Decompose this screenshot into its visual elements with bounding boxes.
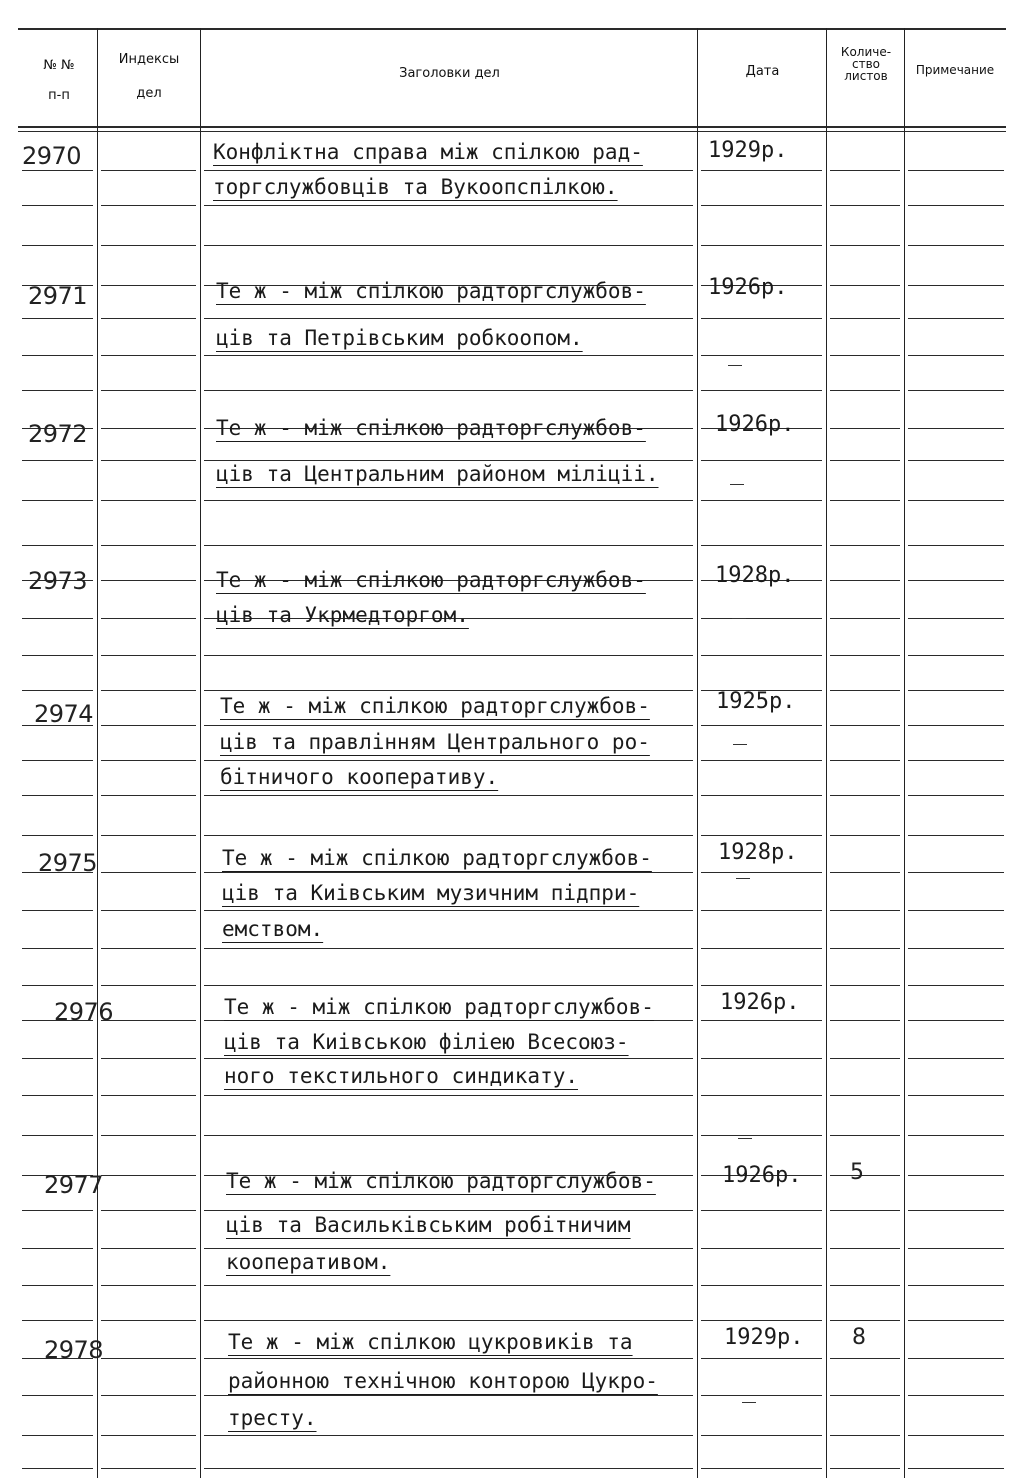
row-rule-segment — [204, 1095, 693, 1096]
row-rule-segment — [701, 1135, 822, 1136]
row-date: 1928р. — [715, 563, 795, 588]
row-rule-segment — [701, 318, 822, 319]
ditto-dash — [732, 618, 746, 619]
ditto-dash — [736, 878, 750, 879]
row-rule-segment — [830, 1095, 900, 1096]
row-rule-segment — [101, 725, 196, 726]
row-rule-segment — [204, 725, 693, 726]
row-rule-segment — [101, 1175, 196, 1176]
row-rule-segment — [22, 948, 93, 949]
row-rule-segment — [101, 390, 196, 391]
header-count-line: ство — [851, 57, 880, 71]
row-rule-segment — [204, 318, 693, 319]
row-rule-segment — [204, 760, 693, 761]
row-rule-segment — [701, 390, 822, 391]
row-date: 1926р. — [722, 1163, 802, 1188]
row-rule-segment — [830, 1395, 900, 1396]
row-rule-segment — [101, 985, 196, 986]
row-rule-segment — [204, 1468, 693, 1469]
row-rule-segment — [830, 1358, 900, 1359]
row-rule-segment — [701, 500, 822, 501]
row-rule-segment — [101, 910, 196, 911]
row-date: 1928р. — [718, 840, 798, 865]
row-rule-segment — [908, 500, 1004, 501]
row-title-line: кооперативом. — [226, 1250, 391, 1274]
row-rule-segment — [204, 545, 693, 546]
row-rule-segment — [204, 910, 693, 911]
header-num-line: п-п — [48, 88, 70, 103]
row-title-line: районною технiчною конторою Цукро- — [228, 1369, 658, 1393]
row-rule-segment — [908, 690, 1004, 691]
row-title-line: цiв та Центральним районом мiлiцii. — [216, 462, 659, 486]
row-date: 1925р. — [716, 689, 796, 714]
row-rule-segment — [908, 760, 1004, 761]
row-rule-segment — [908, 1468, 1004, 1469]
row-rule-segment — [830, 355, 900, 356]
row-rule-segment — [101, 690, 196, 691]
row-title-line: Те ж - мiж спiлкою радторгслужбов- — [216, 416, 646, 440]
row-title-line: Те ж - мiж спiлкою радторгслужбов- — [226, 1169, 656, 1193]
header-count-line: Количе- — [840, 45, 892, 59]
header-count — [828, 46, 904, 82]
row-rule-segment — [101, 1435, 196, 1436]
row-rule-segment — [204, 245, 693, 246]
row-rule-segment — [22, 795, 93, 796]
row-rule-segment — [701, 1020, 822, 1021]
row-rule-segment — [204, 835, 693, 836]
row-rule-segment — [830, 245, 900, 246]
row-rule-segment — [908, 948, 1004, 949]
row-rule-segment — [204, 1395, 693, 1396]
row-rule-segment — [830, 872, 900, 873]
row-rule-segment — [101, 1248, 196, 1249]
top-rule — [18, 28, 1006, 30]
row-rule-segment — [908, 1395, 1004, 1396]
row-rule-segment — [701, 1285, 822, 1286]
row-rule-segment — [101, 1210, 196, 1211]
row-rule-segment — [204, 1285, 693, 1286]
row-rule-segment — [22, 985, 93, 986]
row-rule-segment — [830, 1285, 900, 1286]
column-divider — [904, 28, 905, 1478]
row-rule-segment — [101, 205, 196, 206]
row-rule-segment — [101, 760, 196, 761]
row-rule-segment — [22, 1395, 93, 1396]
row-rule-segment — [830, 1135, 900, 1136]
row-rule-segment — [101, 795, 196, 796]
row-rule-segment — [908, 1058, 1004, 1059]
row-rule-segment — [830, 1468, 900, 1469]
ditto-dash — [728, 365, 742, 366]
row-rule-segment — [204, 170, 693, 171]
row-rule-segment — [908, 205, 1004, 206]
row-rule-segment — [830, 760, 900, 761]
row-rule-segment — [908, 1435, 1004, 1436]
header-index — [99, 52, 199, 102]
header-bottom-rule — [18, 126, 1006, 128]
row-rule-segment — [701, 245, 822, 246]
row-date: 1926р. — [715, 412, 795, 437]
row-rule-segment — [204, 1320, 693, 1321]
column-divider — [697, 28, 698, 1478]
row-rule-segment — [908, 318, 1004, 319]
row-title-line: Те ж - мiж спiлкою радторгслужбов- — [216, 279, 646, 303]
row-rule-segment — [204, 1210, 693, 1211]
row-rule-segment — [204, 1435, 693, 1436]
row-rule-segment — [22, 910, 93, 911]
header-index-line: дел — [136, 86, 162, 101]
row-rule-segment — [101, 580, 196, 581]
header-note: Примечание — [915, 63, 995, 77]
row-rule-segment — [701, 1468, 822, 1469]
row-rule-segment — [701, 910, 822, 911]
row-rule-segment — [908, 390, 1004, 391]
row-rule-segment — [701, 545, 822, 546]
row-rule-segment — [101, 618, 196, 619]
row-rule-segment — [22, 1468, 93, 1469]
row-rule-segment — [830, 170, 900, 171]
row-date: 1926р. — [720, 990, 800, 1015]
row-date: 1929р. — [724, 1325, 804, 1350]
row-rule-segment — [22, 205, 93, 206]
row-rule-segment — [101, 1320, 196, 1321]
row-rule-segment — [204, 655, 693, 656]
row-rule-segment — [204, 205, 693, 206]
row-number: 2977 — [44, 1171, 104, 1199]
row-title-line: Конфлiктна справа мiж спiлкою рад- — [213, 140, 643, 164]
row-rule-segment — [830, 1020, 900, 1021]
row-rule-segment — [101, 1095, 196, 1096]
row-rule-segment — [908, 1175, 1004, 1176]
row-rule-segment — [830, 655, 900, 656]
row-rule-segment — [830, 1435, 900, 1436]
row-rule-segment — [701, 618, 822, 619]
row-rule-segment — [701, 795, 822, 796]
row-rule-segment — [204, 1358, 693, 1359]
row-title-line: емством. — [222, 917, 324, 941]
row-rule-segment — [101, 500, 196, 501]
header-bottom-rule-2 — [18, 131, 1006, 132]
row-rule-segment — [22, 355, 93, 356]
row-rule-segment — [101, 872, 196, 873]
row-rule-segment — [22, 500, 93, 501]
row-title-line: цiв та правлiнням Центрального ро- — [220, 730, 650, 754]
row-rule-segment — [204, 690, 693, 691]
row-title-line: Те ж - мiж спiлкою радторгслужбов- — [220, 694, 650, 718]
row-rule-segment — [908, 1358, 1004, 1359]
row-rule-segment — [204, 355, 693, 356]
row-rule-segment — [22, 1095, 93, 1096]
row-rule-segment — [204, 1058, 693, 1059]
row-rule-segment — [908, 1135, 1004, 1136]
ditto-dash — [742, 1402, 756, 1403]
row-rule-segment — [101, 460, 196, 461]
row-rule-segment — [830, 1058, 900, 1059]
row-rule-segment — [22, 1058, 93, 1059]
row-title-line: торгслужбовцiв та Вукоопспiлкою. — [213, 175, 618, 199]
row-rule-segment — [830, 1248, 900, 1249]
row-rule-segment — [101, 1020, 196, 1021]
row-rule-segment — [701, 1248, 822, 1249]
row-rule-segment — [101, 318, 196, 319]
row-rule-segment — [908, 725, 1004, 726]
row-rule-segment — [830, 390, 900, 391]
row-rule-segment — [101, 655, 196, 656]
row-rule-segment — [830, 1175, 900, 1176]
row-number: 2973 — [28, 567, 88, 595]
row-rule-segment — [701, 1395, 822, 1396]
row-rule-segment — [101, 545, 196, 546]
row-rule-segment — [908, 1248, 1004, 1249]
header-date: Дата — [745, 64, 780, 79]
row-rule-segment — [204, 985, 693, 986]
row-title-line: цiв та Киiвським музичним пiдпри- — [222, 881, 640, 905]
row-rule-segment — [22, 245, 93, 246]
row-rule-segment — [830, 428, 900, 429]
row-rule-segment — [830, 1210, 900, 1211]
ditto-dash — [730, 484, 744, 485]
row-rule-segment — [908, 655, 1004, 656]
row-rule-segment — [101, 835, 196, 836]
row-title-line: Те ж - мiж спiлкою радторгслужбов- — [222, 846, 652, 870]
row-rule-segment — [701, 872, 822, 873]
ditto-dash — [733, 744, 747, 745]
row-rule-segment — [830, 545, 900, 546]
row-rule-segment — [101, 170, 196, 171]
row-rule-segment — [908, 1095, 1004, 1096]
row-count: 8 — [852, 1325, 866, 1350]
row-rule-segment — [701, 835, 822, 836]
row-rule-segment — [204, 948, 693, 949]
row-rule-segment — [830, 460, 900, 461]
row-number: 2976 — [54, 998, 114, 1026]
row-rule-segment — [830, 725, 900, 726]
row-rule-segment — [830, 948, 900, 949]
row-rule-segment — [908, 1020, 1004, 1021]
row-rule-segment — [830, 1320, 900, 1321]
row-rule-segment — [830, 580, 900, 581]
row-rule-segment — [101, 285, 196, 286]
row-title-line: цiв та Укрмедторгом. — [216, 603, 469, 627]
row-rule-segment — [22, 545, 93, 546]
row-rule-segment — [701, 460, 822, 461]
row-rule-segment — [101, 245, 196, 246]
row-rule-segment — [830, 985, 900, 986]
row-title-line: цiв та Петрiвським робкоопом. — [216, 326, 583, 350]
row-rule-segment — [908, 170, 1004, 171]
row-rule-segment — [701, 1058, 822, 1059]
row-rule-segment — [101, 428, 196, 429]
row-rule-segment — [701, 1210, 822, 1211]
row-rule-segment — [101, 948, 196, 949]
row-rule-segment — [908, 460, 1004, 461]
row-rule-segment — [204, 795, 693, 796]
row-number: 2971 — [28, 282, 88, 310]
row-rule-segment — [204, 500, 693, 501]
row-rule-segment — [908, 1320, 1004, 1321]
row-rule-segment — [22, 1135, 93, 1136]
row-rule-segment — [101, 355, 196, 356]
row-count: 5 — [850, 1160, 864, 1185]
row-rule-segment — [204, 1248, 693, 1249]
row-rule-segment — [830, 205, 900, 206]
row-rule-segment — [908, 355, 1004, 356]
row-rule-segment — [22, 835, 93, 836]
row-rule-segment — [701, 355, 822, 356]
row-rule-segment — [701, 205, 822, 206]
row-rule-segment — [908, 795, 1004, 796]
row-rule-segment — [908, 428, 1004, 429]
row-rule-segment — [22, 1285, 93, 1286]
header-num — [20, 58, 98, 104]
row-number: 2974 — [34, 700, 94, 728]
row-rule-segment — [701, 725, 822, 726]
row-rule-segment — [830, 500, 900, 501]
row-title-line: бiтничого кооперативу. — [220, 765, 499, 789]
row-rule-segment — [908, 618, 1004, 619]
row-rule-segment — [22, 1435, 93, 1436]
row-number: 2975 — [38, 849, 98, 877]
row-rule-segment — [701, 760, 822, 761]
column-divider — [97, 28, 98, 1478]
row-rule-segment — [22, 1210, 93, 1211]
row-title-line: цiв та Киiвською фiлiею Всесоюз- — [224, 1030, 629, 1054]
row-rule-segment — [830, 835, 900, 836]
row-title-line: тресту. — [228, 1406, 317, 1430]
row-rule-segment — [830, 618, 900, 619]
row-rule-segment — [22, 390, 93, 391]
row-rule-segment — [101, 1358, 196, 1359]
row-rule-segment — [830, 795, 900, 796]
row-rule-segment — [830, 910, 900, 911]
row-rule-segment — [204, 1020, 693, 1021]
row-rule-segment — [701, 985, 822, 986]
row-rule-segment — [101, 1285, 196, 1286]
row-title-line: Те ж - мiж спiлкою радторгслужбов- — [216, 568, 646, 592]
row-rule-segment — [204, 390, 693, 391]
header-num-line: № № — [43, 58, 75, 73]
row-rule-segment — [204, 1135, 693, 1136]
row-rule-segment — [22, 460, 93, 461]
row-rule-segment — [908, 1285, 1004, 1286]
header-title: Заголовки дел — [399, 66, 500, 81]
row-title-line: ного текстильного синдикату. — [224, 1064, 579, 1088]
row-rule-segment — [701, 655, 822, 656]
row-rule-segment — [701, 1320, 822, 1321]
row-rule-segment — [908, 835, 1004, 836]
header-count-line: листов — [844, 69, 888, 83]
row-title-line: Те ж - мiж спiлкою радторгслужбов- — [224, 995, 654, 1019]
row-rule-segment — [204, 460, 693, 461]
row-rule-segment — [22, 690, 93, 691]
row-rule-segment — [101, 1468, 196, 1469]
row-rule-segment — [701, 948, 822, 949]
row-rule-segment — [701, 1358, 822, 1359]
row-rule-segment — [908, 285, 1004, 286]
row-title-line: цiв та Васильківським робiтничим — [226, 1213, 631, 1237]
row-rule-segment — [908, 580, 1004, 581]
row-number: 2970 — [22, 142, 82, 170]
row-rule-segment — [101, 1058, 196, 1059]
row-rule-segment — [22, 618, 93, 619]
header-index-line: Индексы — [118, 52, 180, 67]
row-rule-segment — [22, 1320, 93, 1321]
row-number: 2972 — [28, 420, 88, 448]
row-rule-segment — [908, 545, 1004, 546]
row-rule-segment — [908, 910, 1004, 911]
row-rule-segment — [830, 690, 900, 691]
column-divider — [826, 28, 827, 1478]
row-rule-segment — [830, 285, 900, 286]
row-rule-segment — [908, 245, 1004, 246]
row-number: 2978 — [44, 1336, 104, 1364]
row-rule-segment — [22, 170, 93, 171]
row-rule-segment — [908, 872, 1004, 873]
row-rule-segment — [101, 1395, 196, 1396]
row-rule-segment — [830, 318, 900, 319]
row-rule-segment — [701, 170, 822, 171]
row-title-line: Те ж - мiж спiлкою цукровикiв та — [228, 1330, 633, 1354]
row-rule-segment — [204, 872, 693, 873]
row-rule-segment — [701, 1095, 822, 1096]
row-rule-segment — [101, 1135, 196, 1136]
row-date: 1929р. — [708, 138, 788, 163]
row-rule-segment — [22, 1248, 93, 1249]
row-date: 1926р. — [708, 275, 788, 300]
row-rule-segment — [701, 1435, 822, 1436]
row-rule-segment — [22, 655, 93, 656]
column-divider — [200, 28, 201, 1478]
row-rule-segment — [22, 760, 93, 761]
row-rule-segment — [908, 985, 1004, 986]
row-rule-segment — [908, 1210, 1004, 1211]
ditto-dash — [738, 1138, 752, 1139]
row-rule-segment — [22, 318, 93, 319]
